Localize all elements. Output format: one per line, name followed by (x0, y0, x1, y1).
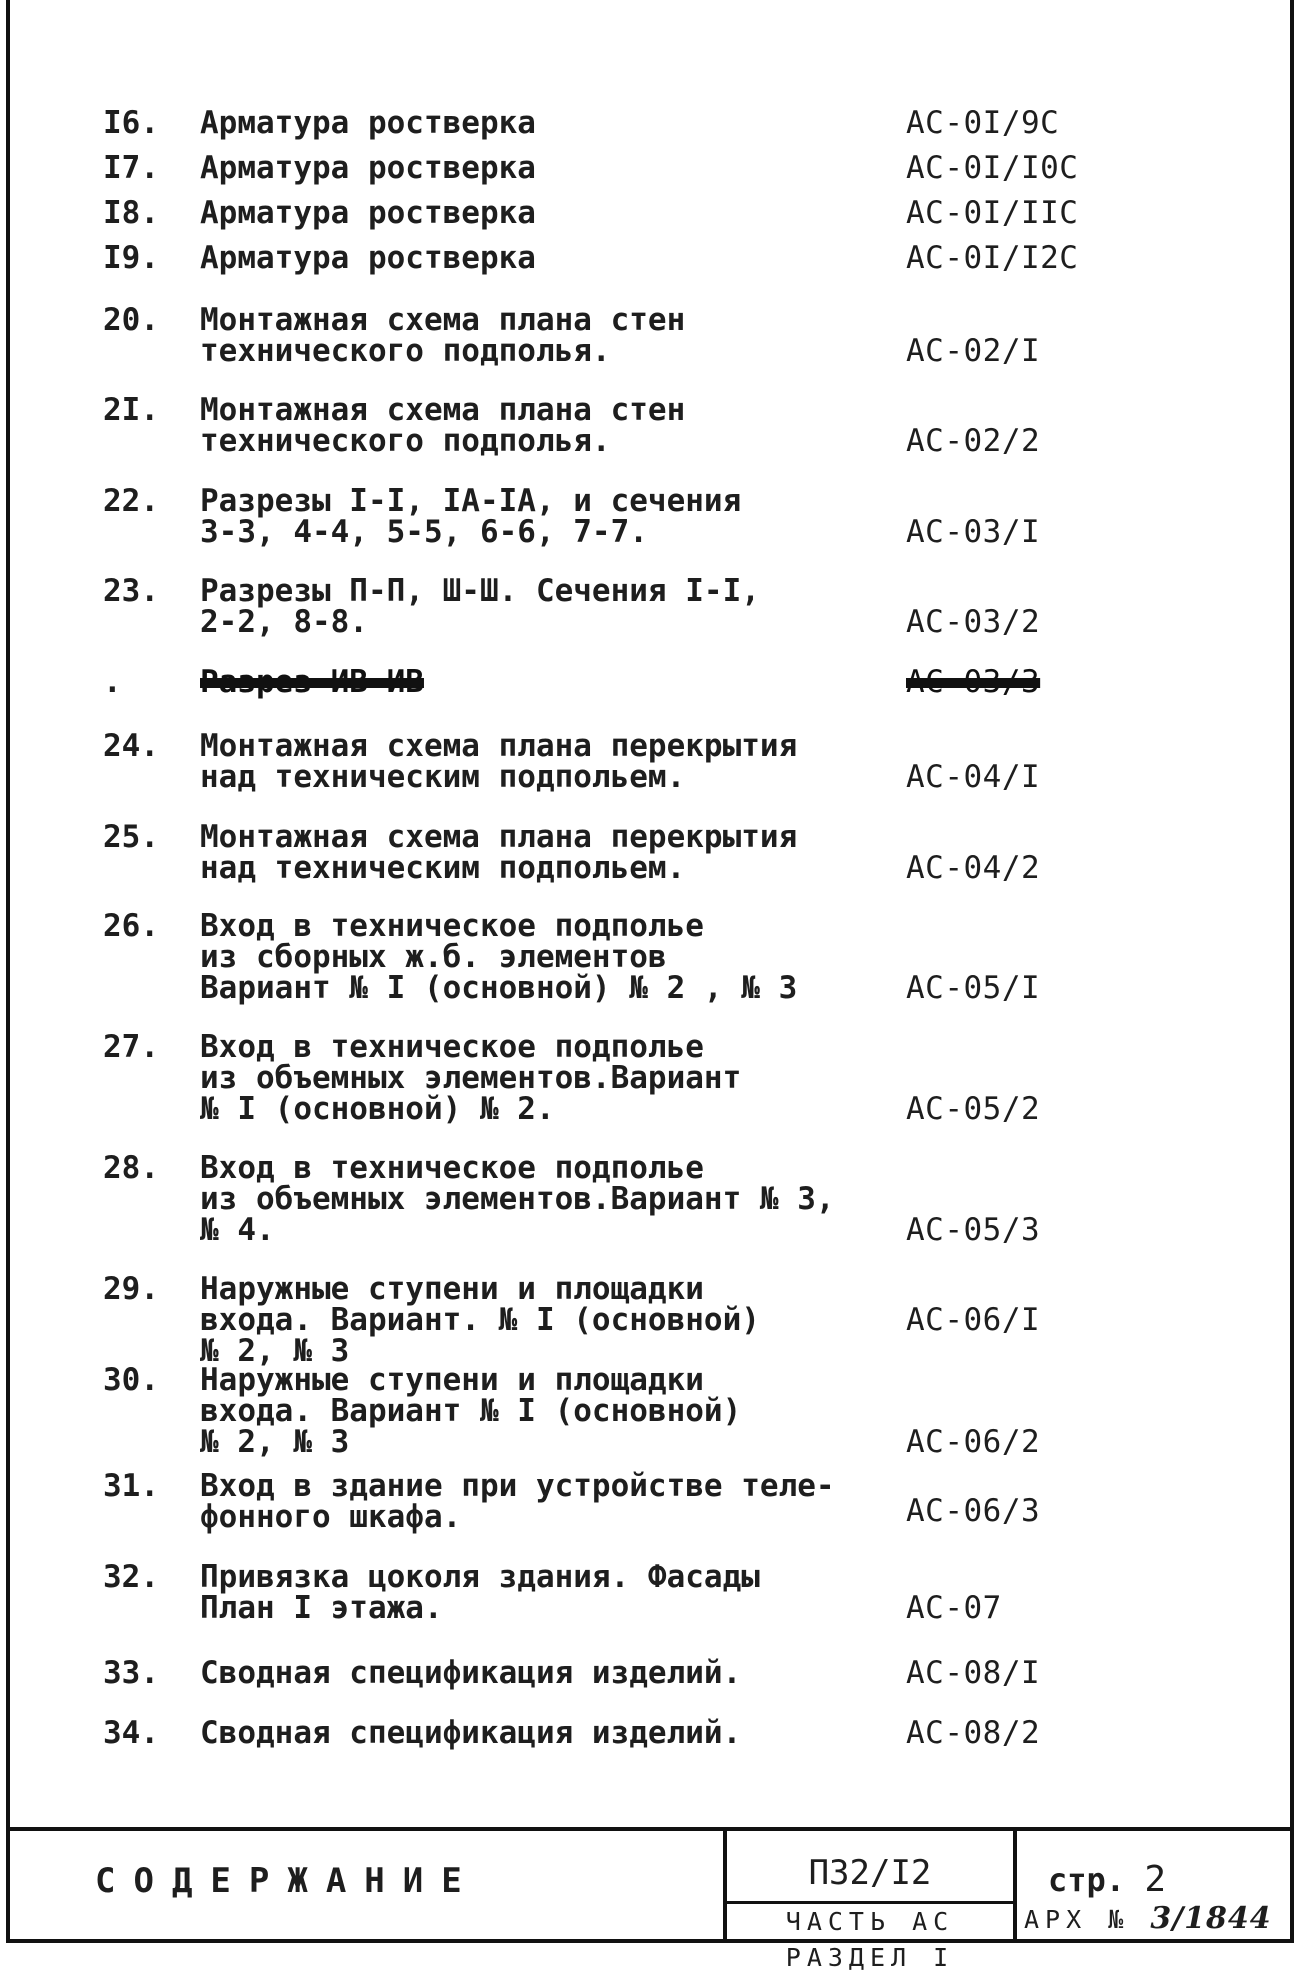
description-line: входа. Вариант. № I (основной) (200, 1302, 760, 1338)
document-title: СОДЕРЖАНИЕ (95, 1861, 480, 1901)
description-line: Монтажная схема плана стен (200, 392, 686, 428)
drawing-code: АС-0I/I0С (906, 150, 1079, 186)
description-line: над техническим подпольем. (200, 850, 686, 886)
title-block (10, 1827, 1290, 1972)
entry-description (200, 728, 798, 795)
drawing-code: АС-08/I (906, 1655, 1041, 1691)
description-line: Арматура ростверка (200, 150, 536, 186)
description-line: Вход в техническое подполье (200, 1029, 704, 1065)
entry-description (200, 150, 536, 186)
entry-number: 24. (103, 728, 159, 764)
drawing-code: АС-02/I (906, 333, 1041, 369)
description-line: Монтажная схема плана стен (200, 302, 686, 338)
entry-description (200, 483, 742, 550)
page-value: 2 (1144, 1859, 1167, 1900)
description-line: входа. Вариант № I (основной) (200, 1393, 742, 1429)
entry-number: 31. (103, 1468, 159, 1504)
description-line: 2-2, 8-8. (200, 604, 368, 640)
page-number (1048, 1859, 1166, 1900)
entry-number: 25. (103, 819, 159, 855)
archive-label: АРХ № (1024, 1905, 1130, 1934)
entry-number: I7. (103, 150, 159, 186)
entry-number: . (103, 664, 122, 700)
entry-description (200, 1559, 760, 1626)
description-line: Сводная спецификация изделий. (200, 1715, 742, 1751)
part-section: ЧАСТЬ АС РАЗДЕЛ I (727, 1901, 1013, 1939)
entry-number: I8. (103, 195, 159, 231)
description-line: Разрезы I-I, IА-IА, и сечения (200, 483, 742, 519)
description-line: Монтажная схема плана перекрытия (200, 728, 798, 764)
entry-number: I9. (103, 240, 159, 276)
drawing-code: АС-0I/9С (906, 105, 1060, 141)
description-line: План I этажа. (200, 1590, 443, 1626)
entry-number: 32. (103, 1559, 159, 1595)
description-line: из сборных ж.б. элементов (200, 939, 667, 975)
drawing-code: АС-04/I (906, 759, 1041, 795)
entry-number: 2I. (103, 392, 159, 428)
drawing-code: АС-0I/IIС (906, 195, 1079, 231)
entry-description (200, 573, 760, 640)
description-line: Монтажная схема плана перекрытия (200, 819, 798, 855)
drawing-code: АС-08/2 (906, 1715, 1041, 1751)
entry-number: 33. (103, 1655, 159, 1691)
entry-description (200, 392, 686, 459)
description-line: Разрез ИВ-ИВ (200, 664, 424, 700)
description-line: № 2, № 3 (200, 1424, 350, 1460)
description-line: фонного шкафа. (200, 1499, 462, 1535)
description-line: Арматура ростверка (200, 105, 536, 141)
archive-number (1024, 1901, 1286, 1939)
drawing-code: АС-05/3 (906, 1212, 1041, 1248)
entry-description (200, 1029, 742, 1127)
description-line: из объемных элементов.Вариант (200, 1060, 742, 1096)
description-line: 3-3, 4-4, 5-5, 6-6, 7-7. (200, 514, 648, 550)
description-line: Арматура ростверка (200, 240, 536, 276)
drawing-code: АС-06/I (906, 1302, 1041, 1338)
sheet-box (723, 1831, 1017, 1972)
drawing-code: АС-06/3 (906, 1492, 1041, 1529)
entry-number: 34. (103, 1715, 159, 1751)
drawing-code: АС-0I/I2С (906, 240, 1079, 276)
entry-description (200, 1362, 742, 1460)
entry-number: 27. (103, 1029, 159, 1065)
description-line: Арматура ростверка (200, 195, 536, 231)
entry-number: 29. (103, 1271, 159, 1307)
description-line: № 2, № 3 (200, 1333, 350, 1369)
entry-description (200, 1271, 760, 1369)
entry-number: 22. (103, 483, 159, 519)
description-line: Вход в техническое подполье (200, 908, 704, 944)
description-line: технического подполья. (200, 423, 611, 459)
document-sheet (6, 0, 1294, 1972)
description-line: Привязка цоколя здания. Фасады (200, 1559, 760, 1595)
drawing-code: АС-03/3 (906, 664, 1041, 700)
drawing-code: АС-03/I (906, 514, 1041, 550)
entry-description (200, 1150, 835, 1248)
entry-description (200, 908, 798, 1006)
description-line: № I (основной) № 2. (200, 1091, 555, 1127)
entry-number: I6. (103, 105, 159, 141)
drawing-code: АС-06/2 (906, 1424, 1041, 1460)
entry-description (200, 1468, 835, 1535)
entry-description (200, 1715, 742, 1751)
description-line: над техническим подпольем. (200, 759, 686, 795)
description-line: технического подполья. (200, 333, 611, 369)
entry-number: 26. (103, 908, 159, 944)
entry-description (200, 1655, 742, 1691)
page-label: стр. (1048, 1861, 1126, 1899)
description-line: Вариант № I (основной) № 2 , № 3 (200, 970, 798, 1006)
entry-number: 20. (103, 302, 159, 338)
description-line: Сводная спецификация изделий. (200, 1655, 742, 1691)
entry-description (200, 302, 686, 369)
drawing-code: АС-07 (906, 1590, 1002, 1626)
description-line: Вход в техническое подполье (200, 1150, 704, 1186)
description-line: из объемных элементов.Вариант № 3, (200, 1181, 835, 1217)
entry-description (200, 819, 798, 886)
drawing-code: АС-04/2 (906, 850, 1041, 886)
description-line: № 4. (200, 1212, 275, 1248)
entry-description (200, 105, 536, 141)
drawing-code: АС-03/2 (906, 604, 1041, 640)
entry-number: 30. (103, 1362, 159, 1398)
drawing-code: АС-05/I (906, 970, 1041, 1006)
entry-number: 28. (103, 1150, 159, 1186)
entry-description (200, 195, 536, 231)
entry-number: 23. (103, 573, 159, 609)
description-line: Наружные ступени и площадки (200, 1271, 704, 1307)
drawing-code: АС-02/2 (906, 423, 1041, 459)
sheet-code: П32/I2 (808, 1853, 932, 1893)
archive-value: 3/1844 (1150, 1901, 1272, 1936)
drawing-code: АС-05/2 (906, 1091, 1041, 1127)
description-line: Разрезы П-П, Ш-Ш. Сечения I-I, (200, 573, 760, 609)
description-line: Наружные ступени и площадки (200, 1362, 704, 1398)
description-line: Вход в здание при устройстве теле- (200, 1468, 835, 1504)
entry-description (200, 664, 424, 700)
entry-description (200, 240, 536, 276)
